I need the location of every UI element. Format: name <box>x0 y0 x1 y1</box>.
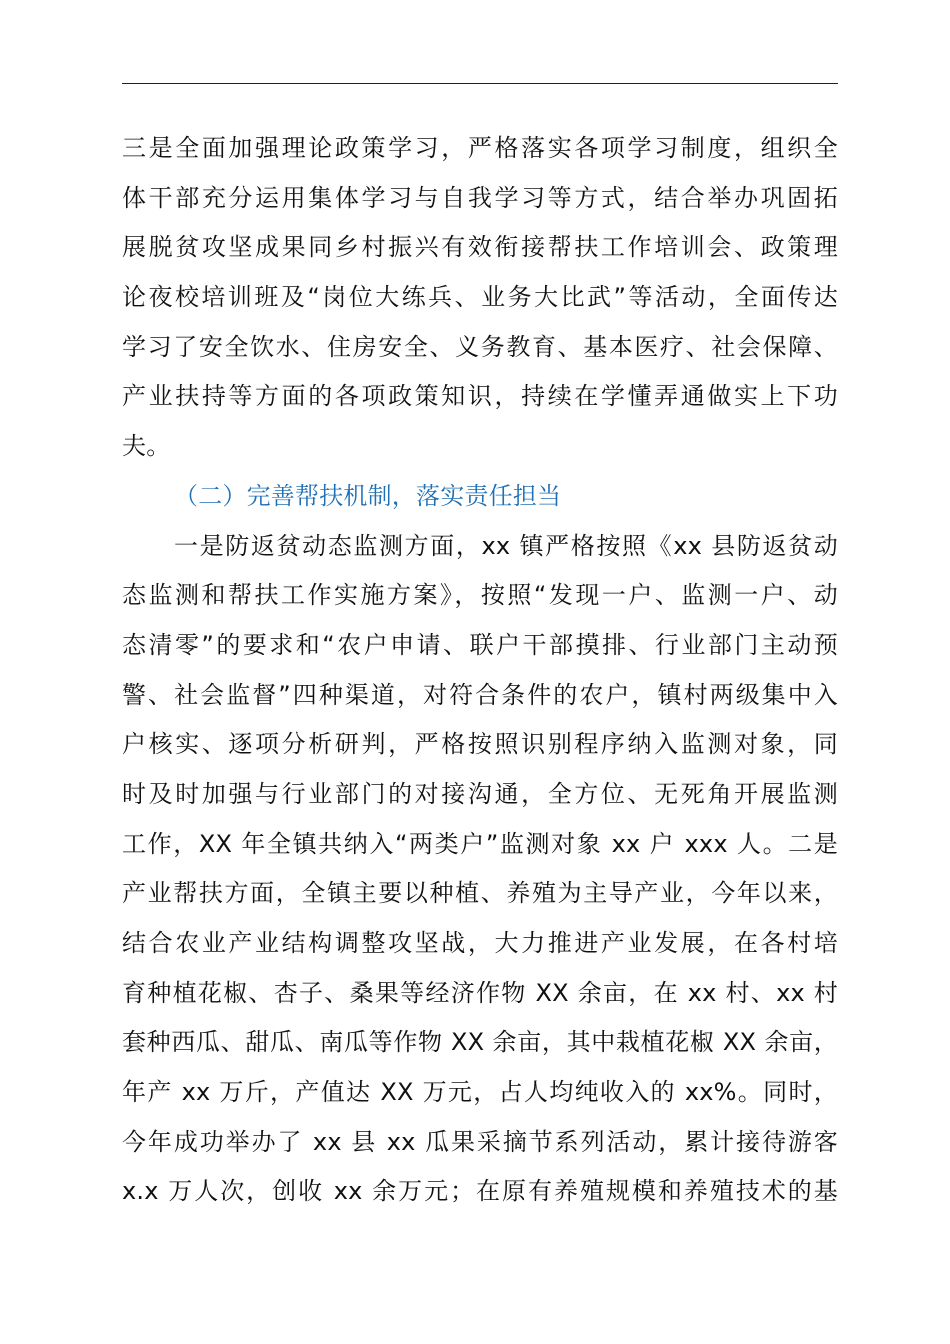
text-line: 学习了安全饮水、住房安全、义务教育、基本医疗、社会保障、 <box>122 332 838 361</box>
text-line: 态监测和帮扶工作实施方案》，按照“发现一户、监测一户、动 <box>122 581 838 610</box>
text-line: 年产 xx 万斤，产值达 XX 万元，占人均纯收入的 xx%。同时， <box>122 1078 838 1107</box>
text-line: 今年成功举办了 xx 县 xx 瓜果采摘节系列活动，累计接待游客 <box>122 1127 838 1156</box>
text-line: 体干部充分运用集体学习与自我学习等方式，结合举办巩固拓 <box>122 183 838 212</box>
header-rule <box>122 83 838 84</box>
paragraph-2 <box>122 522 838 1218</box>
text-line: 结合农业产业结构调整攻坚战，大力推进产业发展，在各村培 <box>122 929 838 957</box>
text-line: 警、社会监督”四种渠道，对符合条件的农户，镇村两级集中入 <box>122 680 838 709</box>
text-line: 一是防返贫动态监测方面，xx 镇严格按照《xx 县防返贫动 <box>174 531 838 560</box>
text-line: 态清零”的要求和“农户申请、联户干部摸排、行业部门主动预 <box>122 630 838 659</box>
text-line: 产业帮扶方面，全镇主要以种植、养殖为主导产业，今年以来， <box>122 879 838 908</box>
text-line: 套种西瓜、甜瓜、南瓜等作物 XX 余亩，其中栽植花椒 XX 余亩， <box>122 1028 838 1057</box>
body-text <box>122 124 838 1217</box>
text-line: 产业扶持等方面的各项政策知识，持续在学懂弄通做实上下功 <box>122 382 838 411</box>
paragraph-1 <box>122 124 838 472</box>
text-line: 育种植花椒、杏子、桑果等经济作物 XX 余亩，在 xx 村、xx 村 <box>122 978 838 1007</box>
text-line: 论夜校培训班及“岗位大练兵、业务大比武”等活动，全面传达 <box>122 283 838 312</box>
section-heading: （二）完善帮扶机制，落实责任担当 <box>174 481 562 510</box>
text-line: 夫。 <box>122 432 171 461</box>
text-line: 户核实、逐项分析研判，严格按照识别程序纳入监测对象，同 <box>122 730 838 759</box>
text-line: 三是全面加强理论政策学习，严格落实各项学习制度，组织全 <box>122 134 838 162</box>
text-line: x.x 万人次，创收 xx 余万元；在原有养殖规模和养殖技术的基 <box>122 1177 838 1206</box>
text-line: 展脱贫攻坚成果同乡村振兴有效衔接帮扶工作培训会、政策理 <box>122 233 838 262</box>
text-line: 时及时加强与行业部门的对接沟通，全方位、无死角开展监测 <box>122 779 838 808</box>
text-line: 工作，XX 年全镇共纳入“两类户”监测对象 xx 户 xxx 人。二是 <box>122 829 838 858</box>
